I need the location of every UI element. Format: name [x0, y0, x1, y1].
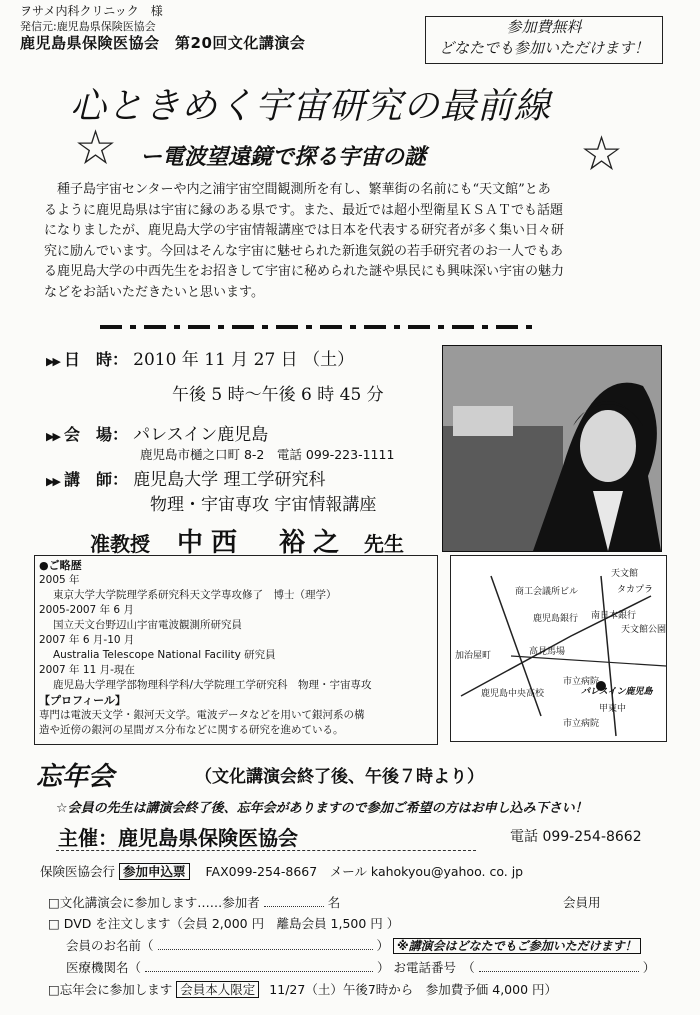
fee-box — [425, 16, 663, 64]
intro-line: などをお話いただきたいと思います。 — [44, 284, 264, 300]
map-label: 鹿児島中央高校 — [481, 689, 545, 699]
participant-count-field[interactable] — [264, 906, 324, 907]
map-label: 甲東中 — [599, 704, 627, 714]
intro-text — [44, 180, 664, 303]
date-value: 2010 年 11 月 27 日 （土） — [133, 350, 355, 370]
profile-subheading: 【プロフィール】 — [39, 694, 126, 707]
form-header — [40, 862, 523, 880]
lecturer-name-row — [90, 522, 404, 559]
profile-heading: ●ご略歴 — [39, 559, 82, 572]
form-row-clinic — [66, 958, 655, 976]
lecturer-department: 物理・宇宙専攻 宇宙情報講座 — [150, 495, 377, 515]
form-row-party — [48, 980, 557, 998]
star-icon: ☆ — [580, 126, 624, 182]
fee-free: 参加費無料 — [506, 18, 582, 36]
arrow-icon: ▶▶ — [46, 475, 59, 488]
map-label: 商工会議所ビル — [515, 587, 579, 597]
intro-line: 究に励んでいます。今回はそんな宇宙に魅せられた新進気鋭の若手研究者のお一人でもあ — [44, 243, 563, 259]
fax-email: FAX099-254-8667 メール kahokyou@yahoo. co. jp — [205, 864, 524, 879]
lecturer-row — [46, 465, 326, 490]
venue-row — [46, 420, 268, 445]
dvd-checkbox[interactable]: □ DVD を注文します（会員 2,000 円 離島会員 1,500 円 ） — [48, 916, 400, 931]
host-tel: 電話 099-254-8662 — [510, 829, 642, 845]
phone-label: お電話番号 （ — [393, 960, 475, 975]
profile-box — [34, 555, 438, 745]
form-row-member-name — [66, 936, 641, 954]
map-label: 天文館 — [611, 569, 639, 579]
form-to: 保険医協会行 — [40, 864, 116, 879]
member-name-field[interactable] — [158, 949, 373, 950]
history-when: 2005 年 — [39, 574, 80, 586]
history-what: 東京大学大学院理学系研究科天文学専攻修了 博士（理学） — [53, 589, 337, 601]
map-label: 市立病院 — [563, 719, 600, 729]
party-details: 11/27（土）午後7時から 参加費予価 4,000 円） — [269, 982, 558, 997]
arrow-icon: ▶▶ — [46, 430, 59, 443]
clinic-label: 医療機関名（ — [66, 960, 142, 975]
clinic-field[interactable] — [145, 971, 373, 972]
lecturer-suffix: 先生 — [363, 532, 404, 556]
map-label: 加治屋町 — [455, 651, 492, 661]
page-title: 心ときめく宇宙研究の最前線 — [70, 86, 552, 127]
intro-line: るように鹿児島県は宇宙に縁のある県です。また、最近では超小型衛星ＫＳＡＴでも話題 — [44, 202, 563, 218]
date-label: 日 時： — [64, 350, 129, 369]
venue-label: 会 場： — [64, 425, 129, 444]
lecture-checkbox[interactable]: □文化講演会に参加します……参加者 — [48, 895, 260, 910]
phone-field[interactable] — [479, 971, 639, 972]
venue-map — [450, 555, 667, 742]
intro-line: になりましたが、鹿児島大学の宇宙情報講座では日本を代表する研究者が多く集い日々研 — [44, 223, 565, 238]
subtitle: ー電波望遠鏡で探る宇宙の謎 — [140, 145, 427, 170]
member-note: ☆会員の先生は講演会終了後、忘年会がありますので参加ご希望の方はお申し込み下さい！ — [56, 801, 588, 816]
party-note: （文化講演会終了後、午後７時より） — [195, 767, 484, 787]
lecturer-affiliation: 鹿児島大学 理工学研究科 — [133, 470, 326, 490]
venue-value: パレスイン鹿児島 — [133, 425, 269, 445]
intro-line: 種子島宇宙センターや内之浦宇宙空間観測所を有し、繁華街の名前にも“天文館”とあ — [57, 182, 551, 197]
history-when: 2005-2007 年 6 月 — [39, 604, 134, 616]
member-use-label: 会員用 — [563, 895, 601, 910]
map-venue-label: パレスイン鹿児島 — [581, 687, 653, 697]
member-name-close: ） — [376, 938, 389, 953]
profile-text: 専門は電波天文学・銀河天文学。電波データなどを用いて銀河系の構 — [39, 709, 365, 721]
profile-text: 造や近傍の銀河の星間ガス分布などに関する研究を進めている。 — [39, 724, 344, 736]
participant-unit: 名 — [327, 895, 341, 910]
fee-anyone: どなたでも参加いただけます！ — [438, 39, 649, 57]
anyone-note: ※講演会はどなたでもご参加いただけます！ — [393, 938, 641, 954]
history-what: Australia Telescope National Facility 研究員 — [53, 649, 276, 661]
lecturer-name: 中西 裕之 — [176, 528, 347, 558]
map-label: 鹿児島銀行 — [533, 614, 579, 624]
map-label: 南日本銀行 — [591, 611, 637, 621]
apply-label: 参加申込票 — [119, 863, 190, 880]
history-what: 国立天文台野辺山宇宙電波観測所研究員 — [53, 619, 242, 631]
venue-address: 鹿児島市樋之口町 8-2 電話 099-223-1111 — [140, 447, 395, 462]
divider — [100, 325, 540, 329]
history-when: 2007 年 6 月-10 月 — [39, 634, 135, 646]
map-label: 天文館公園 — [621, 625, 667, 635]
map-label: 市立病院 — [563, 677, 600, 687]
party-checkbox[interactable]: □忘年会に参加します — [48, 982, 173, 997]
event-name: 鹿児島県保険医協会 第20回文化講演会 — [20, 34, 306, 52]
map-label: タカプラ — [617, 585, 654, 595]
party-title: 忘年会 — [36, 762, 115, 792]
clinic-close: ） — [376, 960, 390, 975]
lecturer-photo — [442, 345, 662, 552]
lecturer-label: 講 師： — [64, 470, 129, 489]
host-label: 主催：鹿児島県保険医協会 — [58, 826, 298, 850]
map-label: 高見馬場 — [529, 647, 566, 657]
history-when: 2007 年 11 月-現在 — [39, 664, 135, 676]
lecturer-position: 准教授 — [90, 532, 150, 556]
history-what: 鹿児島大学理学部物理科学科/大学院理工学研究科 物理・宇宙専攻 — [53, 679, 372, 691]
member-only-box: 会員本人限定 — [176, 981, 259, 998]
date-row — [46, 345, 354, 370]
form-row-lecture — [48, 893, 340, 911]
intro-line: る鹿児島大学の中西先生をお招きして宇宙に秘められた謎や県民にも興味深い宇宙の魅力 — [44, 264, 565, 279]
phone-close: ） — [642, 960, 656, 975]
sender: 発信元:鹿児島県保険医協会 — [20, 20, 156, 33]
star-icon: ☆ — [74, 120, 118, 176]
divider — [56, 850, 476, 851]
arrow-icon: ▶▶ — [46, 355, 59, 368]
member-name-label: 会員のお名前（ — [66, 938, 154, 953]
addressee: ヲサメ内科クリニック 様 — [20, 4, 163, 18]
time-value: 午後 5 時〜午後 6 時 45 分 — [172, 385, 384, 405]
